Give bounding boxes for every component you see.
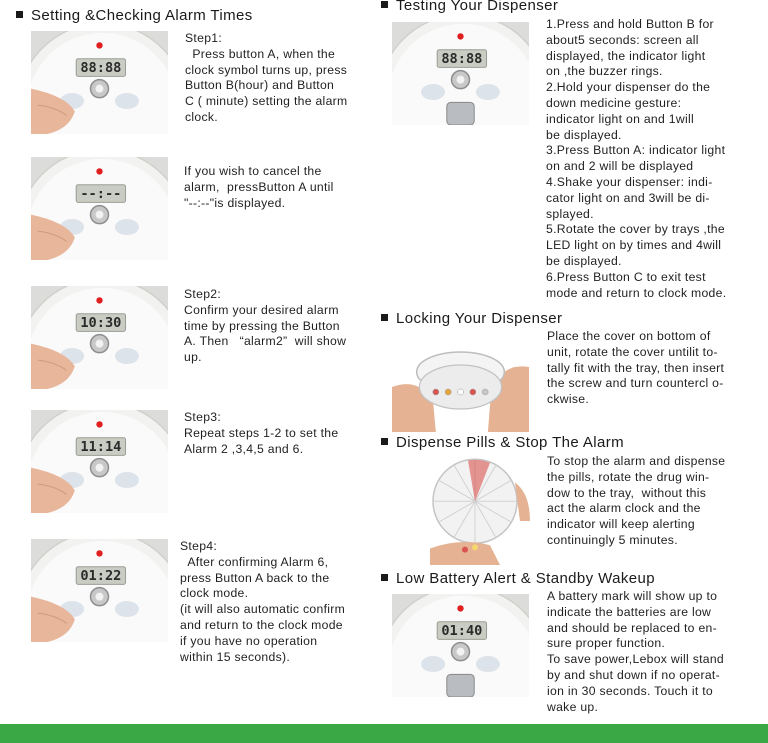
text-line: Step1: <box>185 31 223 45</box>
lcd-digits: 88:88 <box>441 50 483 67</box>
text-line: LED light on by times and 4will <box>546 238 722 253</box>
text-line: To save power,Lebox will stand <box>547 652 725 667</box>
lcd-digits: 01:40 <box>441 622 483 639</box>
step3-text <box>184 410 338 457</box>
led-indicator <box>96 297 102 303</box>
led-indicator <box>96 42 102 48</box>
text-line: Press button A, when the <box>185 46 336 61</box>
cancel-photo <box>31 157 168 260</box>
text-line: Step3: <box>184 410 222 424</box>
led-indicator <box>457 33 463 39</box>
text-line: 3.Press Button A: indicator light <box>546 143 726 158</box>
text-line: To stop the alarm and dispense <box>547 454 726 468</box>
text-line: displayed, the indicator light <box>546 48 706 63</box>
text-line: Alarm 2 ,3,4,5 and 6. <box>184 441 304 456</box>
led-indicator <box>96 168 102 174</box>
text-line: indicator light on and 1will <box>546 111 694 126</box>
testing-title: Testing Your Dispenser <box>396 0 559 14</box>
text-line: Confirm your desired alarm <box>184 302 339 317</box>
step4-text <box>180 539 345 665</box>
text-line: indicator will keep alerting <box>547 517 695 532</box>
lcd-digits: 01:22 <box>80 567 122 584</box>
cancel-text <box>184 164 334 211</box>
text-line: down medicine gesture: <box>546 95 682 110</box>
dispense-text <box>547 454 725 549</box>
text-line: Step2: <box>184 287 222 301</box>
text-line: and return to the clock mode <box>180 617 343 632</box>
text-line: sure proper function. <box>547 636 666 651</box>
battery-text <box>547 589 724 715</box>
text-line: unit, rotate the cover untilit to- <box>547 344 718 359</box>
testing-photo <box>392 22 529 125</box>
text-line: 6.Press Button C to exit test <box>546 269 706 284</box>
text-line: C ( minute) setting the alarm <box>185 94 348 109</box>
step2-text <box>184 287 346 366</box>
text-line: continuingly 5 minutes. <box>547 532 678 547</box>
text-line: 4.Shake your dispenser: indi- <box>546 174 713 189</box>
text-line: ion in 30 seconds. Touch it to <box>547 683 713 698</box>
battery-title: Low Battery Alert & Standby Wakeup <box>396 570 656 587</box>
text-line: ckwise. <box>547 392 590 407</box>
text-line: 1.Press and hold Button B for <box>546 17 714 31</box>
battery-heading <box>381 570 655 587</box>
text-line: Place the cover on bottom of <box>547 329 711 343</box>
text-line: Button B(hour) and Button <box>185 78 335 93</box>
text-line: on and 2 will be displayed <box>546 159 694 174</box>
text-line: 2.Hold your dispenser do the <box>546 80 711 95</box>
text-line: (it will also automatic confirm <box>180 602 346 617</box>
text-line: alarm, pressButton A until <box>184 179 334 194</box>
text-line: A battery mark will show up to <box>547 589 718 603</box>
text-line: clock. <box>185 109 218 124</box>
text-line: act the alarm clock and the <box>547 501 701 516</box>
text-line: Repeat steps 1-2 to set the <box>184 425 339 440</box>
text-line: tally fit with the tray, then insert <box>547 360 725 375</box>
text-line: indicate the batteries are low <box>547 604 712 619</box>
text-line: If you wish to cancel the <box>184 164 322 178</box>
step1-photo <box>31 31 168 134</box>
battery-photo <box>392 594 529 697</box>
text-line: dow to the tray, without this <box>547 485 707 500</box>
text-line: the pills, rotate the drug win- <box>547 469 710 484</box>
lcd-digits: 10:30 <box>80 314 122 331</box>
footer-bar <box>0 724 768 743</box>
text-line: and should be replaced to en- <box>547 620 717 635</box>
dispense-title: Dispense Pills & Stop The Alarm <box>396 434 625 451</box>
heading-bullet <box>381 574 388 581</box>
text-line: A. Then “alarm2” will show <box>184 334 347 349</box>
dispense-photo <box>430 455 530 565</box>
testing-text <box>546 17 726 301</box>
locking-title: Locking Your Dispenser <box>396 310 563 327</box>
step2-photo <box>31 286 168 389</box>
text-line: by and shut down if no operat- <box>547 667 720 682</box>
lcd-digits: --:-- <box>80 185 122 202</box>
step1-text <box>185 31 347 126</box>
text-line: Step4: <box>180 539 218 553</box>
text-line: time by pressing the Button <box>184 318 340 333</box>
text-line: cator light on and 3will be di- <box>546 190 710 205</box>
locking-text <box>547 329 724 408</box>
text-line: up. <box>184 350 202 365</box>
led-indicator <box>457 605 463 611</box>
text-line: be displayed. <box>546 127 622 142</box>
text-line: wake up. <box>547 699 599 714</box>
setting-heading <box>16 7 253 24</box>
heading-bullet <box>381 1 388 8</box>
text-line: clock symbol turns up, press <box>185 62 348 77</box>
text-line: clock mode. <box>180 586 249 601</box>
text-line: if you have no operation <box>180 633 318 648</box>
text-line: "--:--"is displayed. <box>184 195 286 210</box>
text-line: splayed. <box>546 206 594 221</box>
setting-title: Setting &Checking Alarm Times <box>31 7 253 24</box>
testing-heading <box>381 0 558 14</box>
heading-bullet <box>381 438 388 445</box>
text-line: the screw and turn countercl o- <box>547 376 724 391</box>
locking-heading <box>381 310 562 327</box>
step4-photo <box>31 539 168 642</box>
lcd-digits: 88:88 <box>80 59 122 76</box>
dispense-heading <box>381 434 624 451</box>
heading-bullet <box>381 314 388 321</box>
text-line: 5.Rotate the cover by trays ,the <box>546 222 725 237</box>
text-line: within 15 seconds). <box>180 649 291 664</box>
text-line: about5 seconds: screen all <box>546 32 699 47</box>
text-line: After confirming Alarm 6, <box>180 554 329 569</box>
led-indicator <box>96 550 102 556</box>
step3-photo <box>31 410 168 513</box>
text-line: press Button A back to the <box>180 570 330 585</box>
text-line: on ,the buzzer rings. <box>546 64 663 79</box>
led-indicator <box>96 421 102 427</box>
locking-photo <box>392 332 529 432</box>
text-line: mode and return to clock mode. <box>546 285 727 300</box>
lcd-digits: 11:14 <box>80 438 122 455</box>
text-line: be displayed. <box>546 253 622 268</box>
heading-bullet <box>16 11 23 18</box>
